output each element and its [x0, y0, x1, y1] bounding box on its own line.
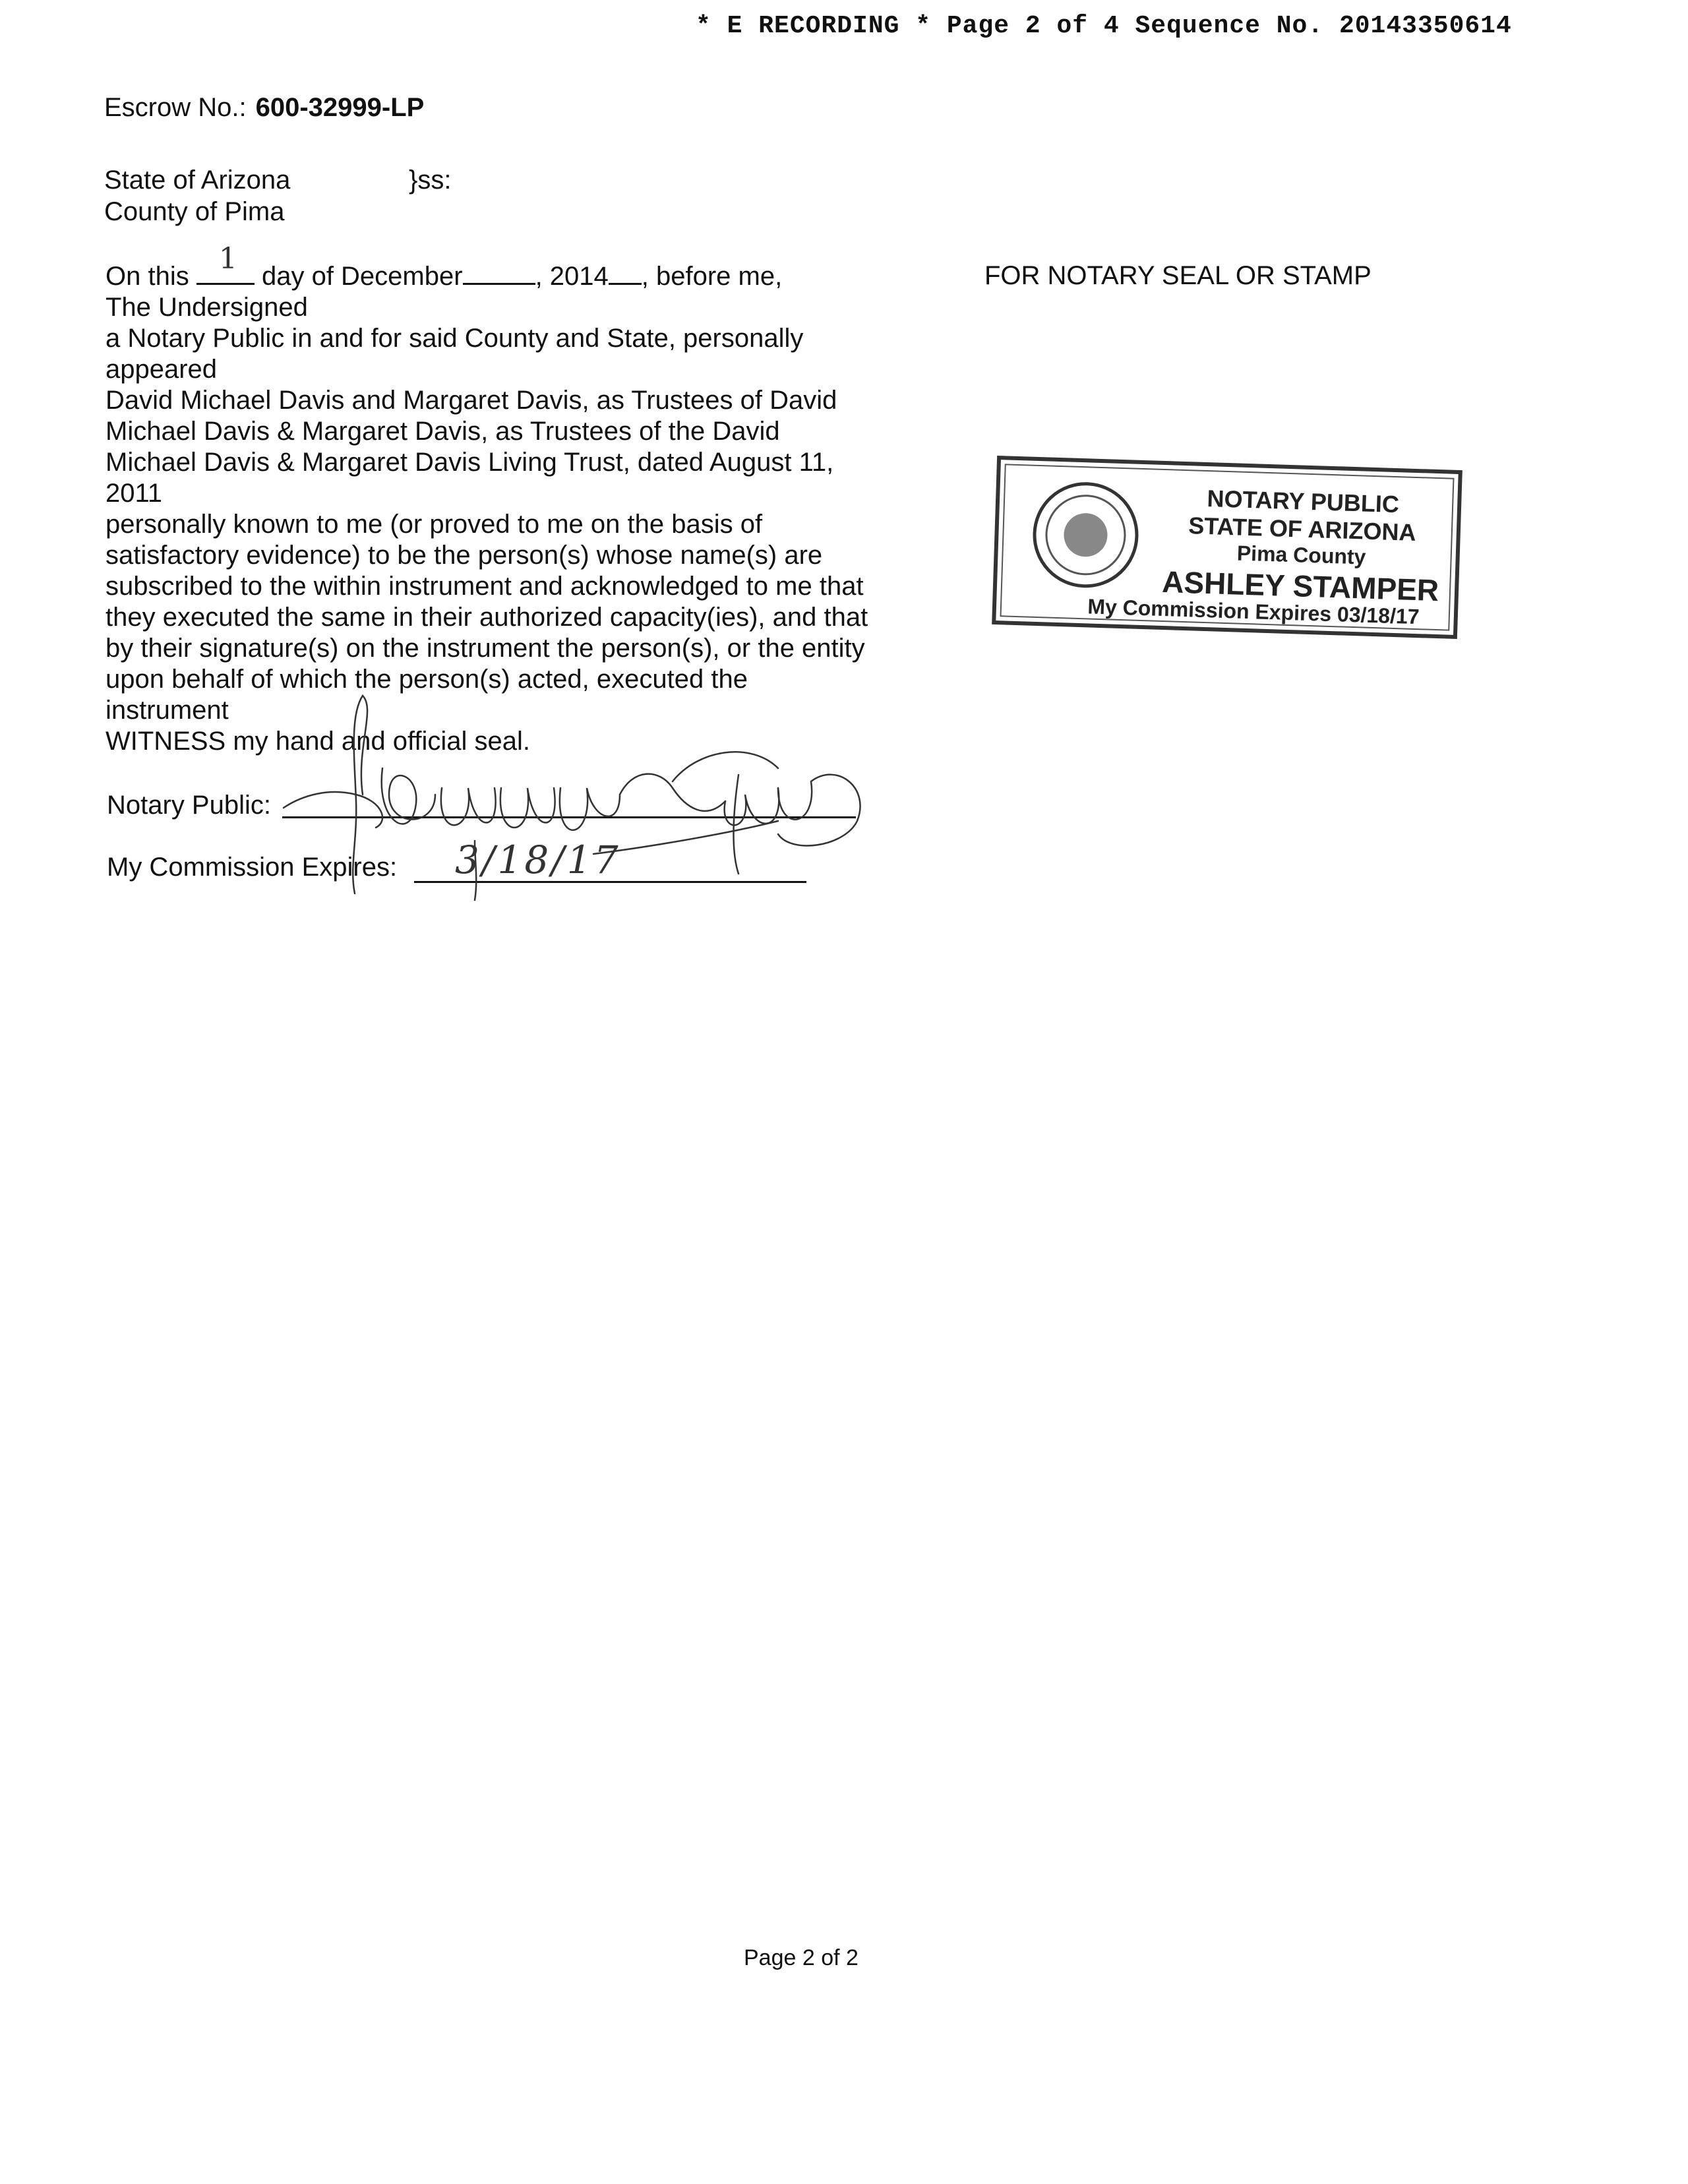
month-text: day of December	[261, 262, 463, 291]
body-line: upon behalf of which the person(s) acted, executed the	[106, 665, 748, 694]
body-line: satisfactory evidence) to be the person(s) whose name(s) are	[106, 541, 823, 570]
venue-ss: }ss:	[409, 166, 452, 195]
escrow-line	[104, 92, 424, 123]
body-line: subscribed to the within instrument and acknowledged to me that	[106, 572, 864, 601]
escrow-label: Escrow No.:	[104, 93, 247, 122]
body-line: 2011	[106, 479, 163, 508]
stamp-commission: My Commission Expires 03/18/17	[1087, 594, 1420, 629]
stamp-name: ASHLEY STAMPER	[1161, 564, 1439, 608]
notary-signature-image	[277, 689, 884, 907]
year-blank	[609, 260, 642, 285]
venue-state: State of Arizona	[104, 166, 291, 195]
day-handwritten: 1	[218, 242, 237, 276]
month-blank	[463, 260, 535, 285]
before-me-text: , before me,	[641, 262, 783, 291]
stamp-title: NOTARY PUBLIC	[1207, 485, 1400, 518]
recording-header: * E RECORDING * Page 2 of 4 Sequence No. 20143350614	[696, 12, 1512, 40]
body-line: a Notary Public in and for said County and State, personally	[106, 324, 804, 353]
notary-stamp	[992, 456, 1462, 639]
body-line: The Undersigned	[106, 293, 308, 322]
page-footer: Page 2 of 2	[744, 1945, 859, 1970]
year-text: , 2014	[535, 262, 609, 291]
body-line: instrument	[106, 696, 229, 725]
body-line: Michael Davis & Margaret Davis Living Trust, dated August 11,	[106, 448, 834, 477]
day-blank	[196, 242, 255, 285]
notary-public-label: Notary Public:	[107, 791, 271, 820]
witness-line: WITNESS my hand and official seal.	[106, 727, 530, 756]
body-line: appeared	[106, 355, 218, 384]
seal-caption: FOR NOTARY SEAL OR STAMP	[984, 261, 1372, 290]
body-line: David Michael Davis and Margaret Davis, as Trustees of David	[106, 386, 837, 415]
on-this-text: On this	[106, 262, 189, 291]
body-line: personally known to me (or proved to me on the basis of	[106, 510, 763, 539]
commission-label: My Commission Expires:	[107, 853, 398, 882]
stamp-state: STATE OF ARIZONA	[1188, 512, 1417, 546]
acknowledgment-body	[106, 242, 868, 757]
escrow-number: 600-32999-LP	[255, 93, 425, 122]
body-line: by their signature(s) on the instrument the person(s), or the entity	[106, 634, 865, 663]
stamp-county: Pima County	[1236, 541, 1366, 569]
venue-county: County of Pima	[104, 197, 285, 226]
acknowledgment-first-line	[106, 242, 868, 292]
body-line: Michael Davis & Margaret Davis, as Trustees of the David	[106, 417, 780, 446]
commission-date-handwritten: 3/18/17	[455, 837, 621, 882]
body-line: they executed the same in their authorized capacity(ies), and that	[106, 603, 868, 632]
